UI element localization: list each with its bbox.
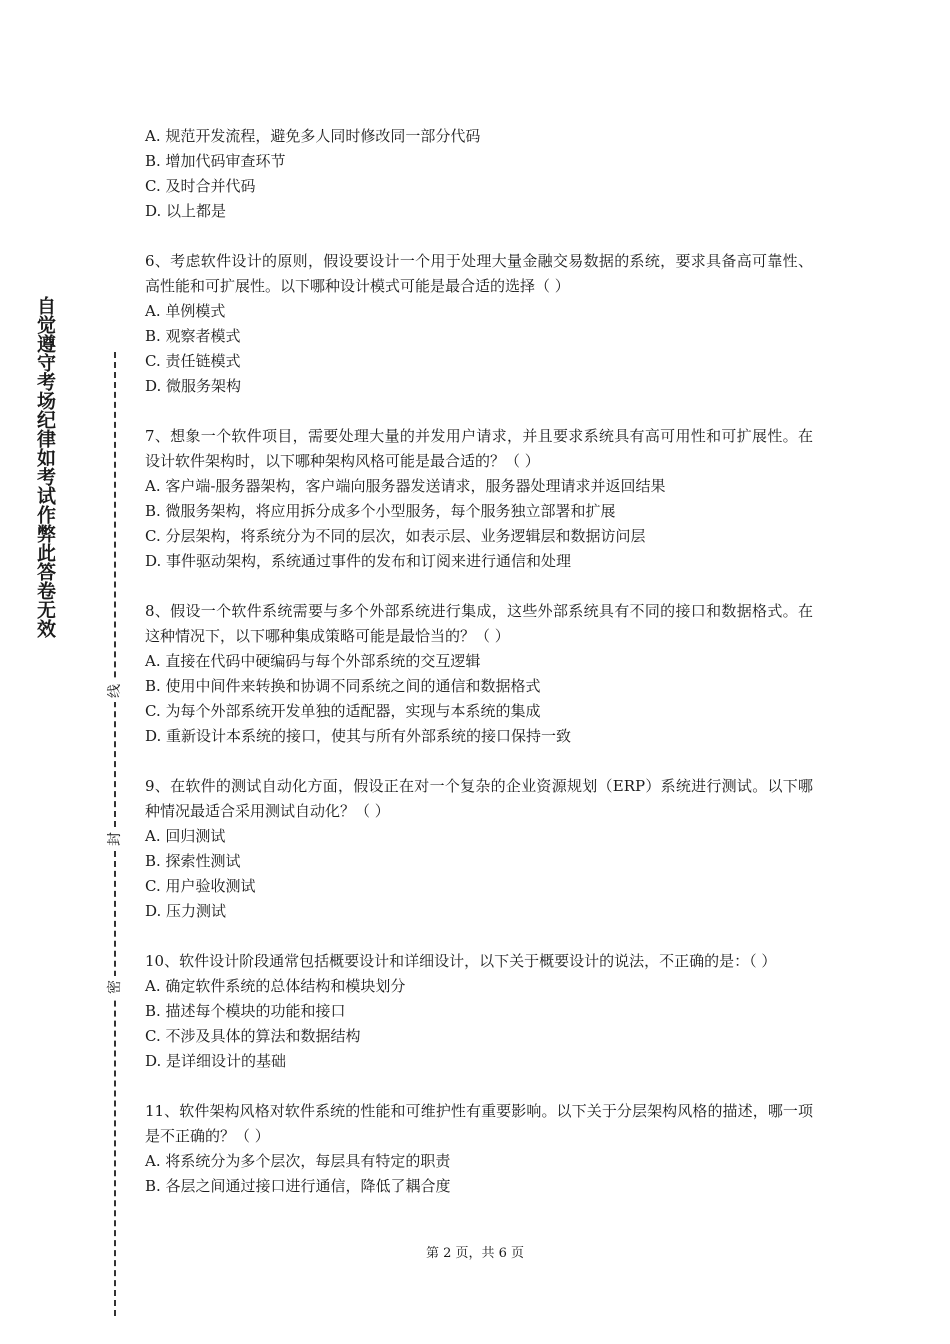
option-d: D. 以上都是 bbox=[145, 202, 227, 220]
option-b: B. 增加代码审查环节 bbox=[145, 152, 286, 170]
question-stem: 7、想象一个软件项目，需要处理大量的并发用户请求，并且要求系统具有高可用性和可扩展性。在设计软件架构时，以下哪种架构风格可能是最合适的？（ ） bbox=[145, 427, 813, 470]
option-d: D. 是详细设计的基础 bbox=[145, 1052, 287, 1070]
option-b: B. 描述每个模块的功能和接口 bbox=[145, 1002, 346, 1020]
question-stem: 9、在软件的测试自动化方面，假设正在对一个复杂的企业资源规划（ERP）系统进行测试。以下哪种情况最适合采用测试自动化？（ ） bbox=[145, 777, 813, 820]
question-8 bbox=[145, 599, 813, 749]
option-c: C. 用户验收测试 bbox=[145, 877, 256, 895]
option-d: D. 压力测试 bbox=[145, 902, 227, 920]
question-stem: 11、软件架构风格对软件系统的性能和可维护性有重要影响。以下关于分层架构风格的描述，哪一项是不正确的？（ ） bbox=[145, 1102, 813, 1145]
binding-label-line: 线 bbox=[104, 680, 126, 702]
option-c: C. 不涉及具体的算法和数据结构 bbox=[145, 1027, 361, 1045]
option-b: B. 探索性测试 bbox=[145, 852, 241, 870]
option-c: C. 分层架构，将系统分为不同的层次，如表示层、业务逻辑层和数据访问层 bbox=[145, 527, 646, 545]
option-b: B. 微服务架构，将应用拆分成多个小型服务，每个服务独立部署和扩展 bbox=[145, 502, 616, 520]
question-10 bbox=[145, 949, 813, 1074]
question-stem: 10、软件设计阶段通常包括概要设计和详细设计，以下关于概要设计的说法，不正确的是：（ ） bbox=[145, 952, 777, 970]
option-d: D. 微服务架构 bbox=[145, 377, 242, 395]
binding-label-secret: 密 bbox=[104, 976, 126, 998]
option-b: B. 使用中间件来转换和协调不同系统之间的通信和数据格式 bbox=[145, 677, 541, 695]
option-a: A. 直接在代码中硬编码与每个外部系统的交互逻辑 bbox=[145, 652, 481, 670]
option-a: A. 客户端-服务器架构，客户端向服务器发送请求，服务器处理请求并返回结果 bbox=[145, 477, 666, 495]
option-a: A. 回归测试 bbox=[145, 827, 226, 845]
question-9 bbox=[145, 774, 813, 924]
option-d: D. 事件驱动架构，系统通过事件的发布和订阅来进行通信和处理 bbox=[145, 552, 572, 570]
question-stem: 6、考虑软件设计的原则，假设要设计一个用于处理大量金融交易数据的系统，要求具备高可靠性、高性能和可扩展性。以下哪种设计模式可能是最合适的选择（ ） bbox=[145, 252, 813, 295]
option-a: A. 规范开发流程，避免多人同时修改同一部分代码 bbox=[145, 127, 481, 145]
option-a: A. 单例模式 bbox=[145, 302, 226, 320]
question-list bbox=[145, 124, 813, 1224]
option-a: A. 将系统分为多个层次，每层具有特定的职责 bbox=[145, 1152, 451, 1170]
option-c: C. 责任链模式 bbox=[145, 352, 241, 370]
option-c: C. 及时合并代码 bbox=[145, 177, 256, 195]
page-number: 第 2 页，共 6 页 bbox=[425, 1246, 525, 1261]
question-5-continued bbox=[145, 124, 813, 224]
question-11 bbox=[145, 1099, 813, 1199]
question-7 bbox=[145, 424, 813, 574]
option-d: D. 重新设计本系统的接口，使其与所有外部系统的接口保持一致 bbox=[145, 727, 572, 745]
question-6 bbox=[145, 249, 813, 399]
option-b: B. 各层之间通过接口进行通信，降低了耦合度 bbox=[145, 1177, 451, 1195]
option-c: C. 为每个外部系统开发单独的适配器，实现与本系统的集成 bbox=[145, 702, 541, 720]
binding-label-seal: 封 bbox=[104, 828, 126, 850]
option-a: A. 确定软件系统的总体结构和模块划分 bbox=[145, 977, 406, 995]
exam-discipline-warning: 自觉遵守考场纪律如考试作弊此答卷无效 bbox=[34, 296, 56, 638]
option-b: B. 观察者模式 bbox=[145, 327, 241, 345]
question-stem: 8、假设一个软件系统需要与多个外部系统进行集成，这些外部系统具有不同的接口和数据格式。在这种情况下，以下哪种集成策略可能是最恰当的？（ ） bbox=[145, 602, 813, 645]
